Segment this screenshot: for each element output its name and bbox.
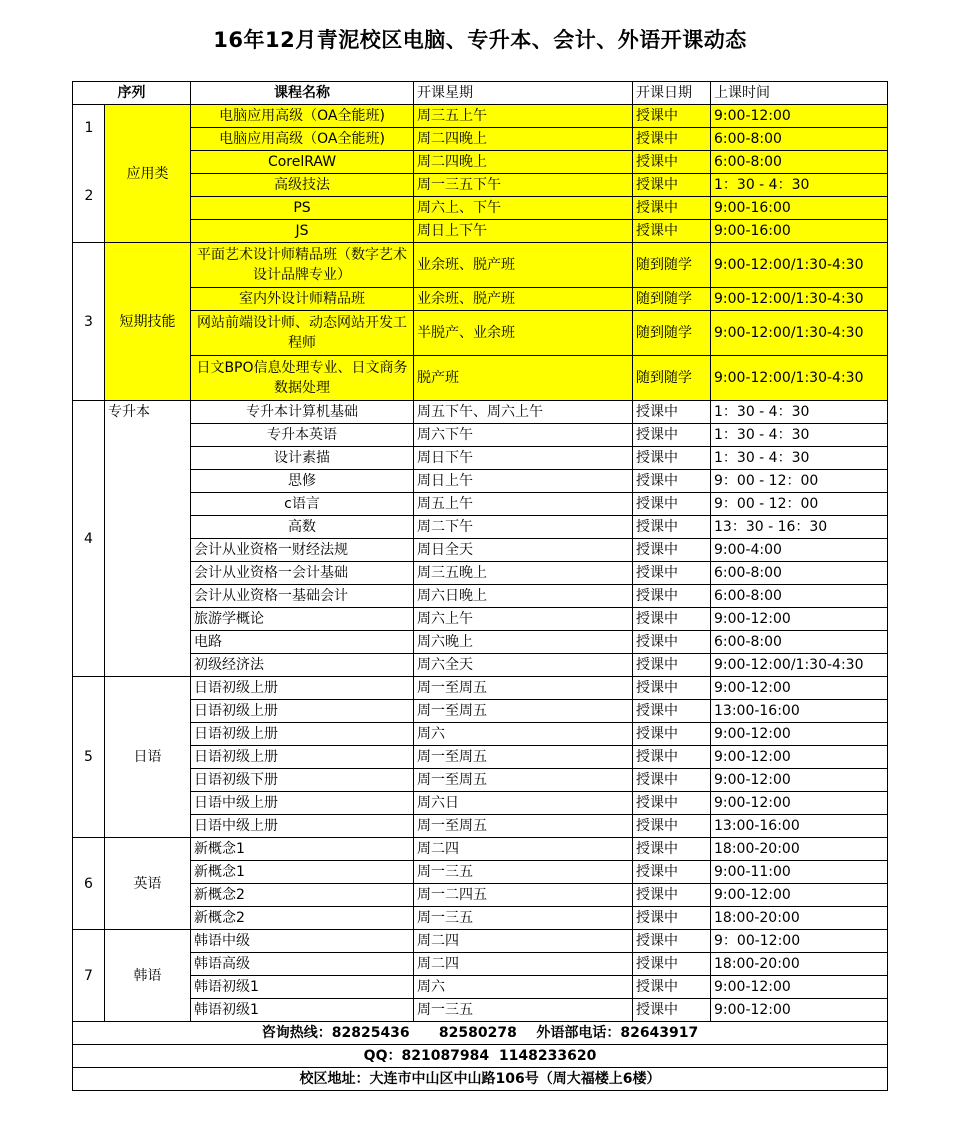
course-cell: 新概念1 — [191, 838, 414, 861]
time-cell: 6:00-8:00 — [711, 631, 888, 654]
time-cell: 13：30 - 16：30 — [711, 516, 888, 539]
table-row — [73, 447, 888, 470]
date-cell: 授课中 — [633, 953, 711, 976]
course-cell: 日语中级上册 — [191, 792, 414, 815]
date-cell: 授课中 — [633, 447, 711, 470]
date-cell: 随到随学 — [633, 311, 711, 356]
time-cell: 9:00-12:00 — [711, 723, 888, 746]
time-cell: 9：00-12:00 — [711, 930, 888, 953]
time-cell: 9:00-12:00 — [711, 105, 888, 128]
date-cell: 授课中 — [633, 677, 711, 700]
time-cell: 9:00-12:00/1:30-4:30 — [711, 243, 888, 288]
time-cell: 1：30 - 4：30 — [711, 401, 888, 424]
weekday-cell: 周五下午、周六上午 — [414, 401, 633, 424]
date-cell: 授课中 — [633, 562, 711, 585]
table-row — [73, 723, 888, 746]
date-cell: 授课中 — [633, 493, 711, 516]
seq-number: 4 — [73, 401, 105, 677]
weekday-cell: 周一至周五 — [414, 769, 633, 792]
table-row — [73, 562, 888, 585]
weekday-cell: 周一至周五 — [414, 700, 633, 723]
qq-text: QQ：821087984 1148233620 — [73, 1045, 888, 1068]
weekday-cell: 周六 — [414, 976, 633, 999]
weekday-cell: 周一三五 — [414, 861, 633, 884]
header-row — [73, 82, 888, 105]
table-row — [73, 907, 888, 930]
course-cell: 韩语初级1 — [191, 976, 414, 999]
table-row — [73, 401, 888, 424]
date-cell: 授课中 — [633, 151, 711, 174]
course-cell: 日语中级上册 — [191, 815, 414, 838]
course-cell: 日语初级上册 — [191, 746, 414, 769]
table-row — [73, 769, 888, 792]
course-cell: JS — [191, 220, 414, 243]
date-cell: 授课中 — [633, 792, 711, 815]
seq-number: 2 — [84, 188, 94, 204]
table-row — [73, 288, 888, 311]
course-cell: 韩语高级 — [191, 953, 414, 976]
weekday-cell: 周日全天 — [414, 539, 633, 562]
time-cell: 18:00-20:00 — [711, 907, 888, 930]
date-cell: 授课中 — [633, 105, 711, 128]
header-date: 开课日期 — [633, 82, 711, 105]
table-row — [73, 424, 888, 447]
weekday-cell: 周二下午 — [414, 516, 633, 539]
hotline-text: 咨询热线：82825436 82580278 外语部电话：82643917 — [73, 1022, 888, 1045]
weekday-cell: 周六全天 — [414, 654, 633, 677]
weekday-cell: 周六上午 — [414, 608, 633, 631]
course-cell: 会计从业资格一基础会计 — [191, 585, 414, 608]
course-cell: CorelRAW — [191, 151, 414, 174]
category-cell: 应用类 — [105, 105, 191, 243]
time-cell: 18:00-20:00 — [711, 953, 888, 976]
table-row — [73, 151, 888, 174]
time-cell: 9:00-12:00 — [711, 608, 888, 631]
time-cell: 9:00-12:00/1:30-4:30 — [711, 654, 888, 677]
time-cell: 9:00-12:00 — [711, 746, 888, 769]
weekday-cell: 周六下午 — [414, 424, 633, 447]
category-cell: 英语 — [105, 838, 191, 930]
time-cell: 6:00-8:00 — [711, 151, 888, 174]
footer-row — [73, 1068, 888, 1091]
time-cell: 9：00 - 12：00 — [711, 470, 888, 493]
footer-row — [73, 1045, 888, 1068]
seq-number: 5 — [73, 677, 105, 838]
course-cell: 初级经济法 — [191, 654, 414, 677]
course-cell: 网站前端设计师、动态网站开发工程师 — [191, 311, 414, 356]
address-text: 校区地址：大连市中山区中山路106号（周大福楼上6楼） — [73, 1068, 888, 1091]
table-row — [73, 174, 888, 197]
category-cell: 韩语 — [105, 930, 191, 1022]
weekday-cell: 周日上午 — [414, 470, 633, 493]
course-cell: 电脑应用高级（OA全能班) — [191, 105, 414, 128]
weekday-cell: 半脱产、业余班 — [414, 311, 633, 356]
weekday-cell: 周六上、下午 — [414, 197, 633, 220]
table-row — [73, 999, 888, 1022]
weekday-cell: 周六日 — [414, 792, 633, 815]
weekday-cell: 脱产班 — [414, 356, 633, 401]
schedule-table — [72, 81, 888, 1091]
time-cell: 9:00-4:00 — [711, 539, 888, 562]
weekday-cell: 周一至周五 — [414, 815, 633, 838]
time-cell: 1：30 - 4：30 — [711, 174, 888, 197]
time-cell: 9:00-12:00/1:30-4:30 — [711, 311, 888, 356]
time-cell: 9:00-11:00 — [711, 861, 888, 884]
course-cell: 平面艺术设计师精品班（数字艺术设计品牌专业） — [191, 243, 414, 288]
weekday-cell: 周二四晚上 — [414, 151, 633, 174]
course-cell: 会计从业资格一会计基础 — [191, 562, 414, 585]
time-cell: 1：30 - 4：30 — [711, 424, 888, 447]
footer-row — [73, 1022, 888, 1045]
time-cell: 9:00-12:00/1:30-4:30 — [711, 356, 888, 401]
weekday-cell: 周日下午 — [414, 447, 633, 470]
course-cell: 新概念1 — [191, 861, 414, 884]
table-row — [73, 700, 888, 723]
weekday-cell: 周一三五 — [414, 907, 633, 930]
table-row — [73, 516, 888, 539]
date-cell: 授课中 — [633, 128, 711, 151]
weekday-cell: 周一至周五 — [414, 677, 633, 700]
course-cell: 专升本英语 — [191, 424, 414, 447]
course-cell: PS — [191, 197, 414, 220]
page-title: 16年12月青泥校区电脑、专升本、会计、外语开课动态 — [213, 28, 747, 52]
time-cell: 13:00-16:00 — [711, 700, 888, 723]
table-row — [73, 746, 888, 769]
header-weekday: 开课星期 — [414, 82, 633, 105]
time-cell: 9：00 - 12：00 — [711, 493, 888, 516]
weekday-cell: 周一三五下午 — [414, 174, 633, 197]
course-cell: 专升本计算机基础 — [191, 401, 414, 424]
date-cell: 授课中 — [633, 220, 711, 243]
table-row — [73, 493, 888, 516]
table-row — [73, 128, 888, 151]
date-cell: 授课中 — [633, 608, 711, 631]
date-cell: 授课中 — [633, 723, 711, 746]
course-cell: 电路 — [191, 631, 414, 654]
weekday-cell: 周一三五 — [414, 999, 633, 1022]
course-cell: c语言 — [191, 493, 414, 516]
course-cell: 新概念2 — [191, 884, 414, 907]
seq-number: 7 — [73, 930, 105, 1022]
date-cell: 授课中 — [633, 631, 711, 654]
time-cell: 1：30 - 4：30 — [711, 447, 888, 470]
time-cell: 13:00-16:00 — [711, 815, 888, 838]
table-row — [73, 585, 888, 608]
weekday-cell: 业余班、脱产班 — [414, 288, 633, 311]
weekday-cell: 周一至周五 — [414, 746, 633, 769]
date-cell: 授课中 — [633, 470, 711, 493]
table-row — [73, 654, 888, 677]
date-cell: 授课中 — [633, 516, 711, 539]
course-cell: 设计素描 — [191, 447, 414, 470]
table-row — [73, 677, 888, 700]
table-row — [73, 861, 888, 884]
time-cell: 9:00-12:00 — [711, 999, 888, 1022]
time-cell: 18:00-20:00 — [711, 838, 888, 861]
table-row — [73, 243, 888, 288]
time-cell: 9:00-12:00 — [711, 976, 888, 999]
date-cell: 授课中 — [633, 700, 711, 723]
course-cell: 新概念2 — [191, 907, 414, 930]
course-cell: 高数 — [191, 516, 414, 539]
date-cell: 随到随学 — [633, 356, 711, 401]
date-cell: 授课中 — [633, 424, 711, 447]
category-cell: 日语 — [105, 677, 191, 838]
weekday-cell: 周二四 — [414, 838, 633, 861]
course-cell: 思修 — [191, 470, 414, 493]
table-row — [73, 815, 888, 838]
course-cell: 会计从业资格一财经法规 — [191, 539, 414, 562]
time-cell: 9:00-16:00 — [711, 197, 888, 220]
date-cell: 授课中 — [633, 746, 711, 769]
time-cell: 9:00-16:00 — [711, 220, 888, 243]
date-cell: 授课中 — [633, 861, 711, 884]
weekday-cell: 周日上下午 — [414, 220, 633, 243]
table-row — [73, 608, 888, 631]
date-cell: 授课中 — [633, 769, 711, 792]
weekday-cell: 周二四 — [414, 953, 633, 976]
table-row — [73, 884, 888, 907]
header-time: 上课时间 — [711, 82, 888, 105]
table-row — [73, 930, 888, 953]
course-cell: 日语初级上册 — [191, 677, 414, 700]
date-cell: 随到随学 — [633, 288, 711, 311]
time-cell: 6:00-8:00 — [711, 128, 888, 151]
table-row — [73, 356, 888, 401]
weekday-cell: 周二四 — [414, 930, 633, 953]
date-cell: 授课中 — [633, 815, 711, 838]
time-cell: 6:00-8:00 — [711, 585, 888, 608]
table-row — [73, 539, 888, 562]
table-row — [73, 838, 888, 861]
date-cell: 随到随学 — [633, 243, 711, 288]
course-cell: 日语初级下册 — [191, 769, 414, 792]
weekday-cell: 周二四晚上 — [414, 128, 633, 151]
seq-number: 1 — [84, 120, 94, 136]
date-cell: 授课中 — [633, 930, 711, 953]
weekday-cell: 周六 — [414, 723, 633, 746]
course-cell: 高级技法 — [191, 174, 414, 197]
course-cell: 韩语初级1 — [191, 999, 414, 1022]
time-cell: 9:00-12:00/1:30-4:30 — [711, 288, 888, 311]
date-cell: 授课中 — [633, 197, 711, 220]
date-cell: 授课中 — [633, 884, 711, 907]
weekday-cell: 周五上午 — [414, 493, 633, 516]
seq-number: 3 — [73, 243, 105, 401]
seq-number: 6 — [73, 838, 105, 930]
time-cell: 9:00-12:00 — [711, 884, 888, 907]
header-course: 课程名称 — [191, 82, 414, 105]
time-cell: 9:00-12:00 — [711, 792, 888, 815]
course-cell: 韩语中级 — [191, 930, 414, 953]
table-row — [73, 953, 888, 976]
date-cell: 授课中 — [633, 174, 711, 197]
weekday-cell: 周六晚上 — [414, 631, 633, 654]
course-cell: 电脑应用高级（OA全能班) — [191, 128, 414, 151]
table-row — [73, 792, 888, 815]
time-cell: 9:00-12:00 — [711, 677, 888, 700]
date-cell: 授课中 — [633, 654, 711, 677]
course-cell: 日语初级上册 — [191, 700, 414, 723]
table-row — [73, 631, 888, 654]
course-cell: 日语初级上册 — [191, 723, 414, 746]
weekday-cell: 周一二四五 — [414, 884, 633, 907]
table-row — [73, 470, 888, 493]
time-cell: 9:00-12:00 — [711, 769, 888, 792]
weekday-cell: 业余班、脱产班 — [414, 243, 633, 288]
course-cell: 室内外设计师精品班 — [191, 288, 414, 311]
date-cell: 授课中 — [633, 838, 711, 861]
category-cell: 短期技能 — [105, 243, 191, 401]
table-row — [73, 197, 888, 220]
weekday-cell: 周三五上午 — [414, 105, 633, 128]
table-row — [73, 220, 888, 243]
seq-number-cell — [73, 105, 105, 243]
table-row — [73, 311, 888, 356]
time-cell: 6:00-8:00 — [711, 562, 888, 585]
table-row — [73, 976, 888, 999]
date-cell: 授课中 — [633, 401, 711, 424]
course-cell: 日文BPO信息处理专业、日文商务数据处理 — [191, 356, 414, 401]
category-cell: 专升本 — [105, 401, 191, 677]
date-cell: 授课中 — [633, 999, 711, 1022]
date-cell: 授课中 — [633, 539, 711, 562]
date-cell: 授课中 — [633, 585, 711, 608]
header-seq: 序列 — [73, 82, 191, 105]
weekday-cell: 周三五晚上 — [414, 562, 633, 585]
table-row — [73, 105, 888, 128]
course-cell: 旅游学概论 — [191, 608, 414, 631]
weekday-cell: 周六日晚上 — [414, 585, 633, 608]
date-cell: 授课中 — [633, 976, 711, 999]
date-cell: 授课中 — [633, 907, 711, 930]
